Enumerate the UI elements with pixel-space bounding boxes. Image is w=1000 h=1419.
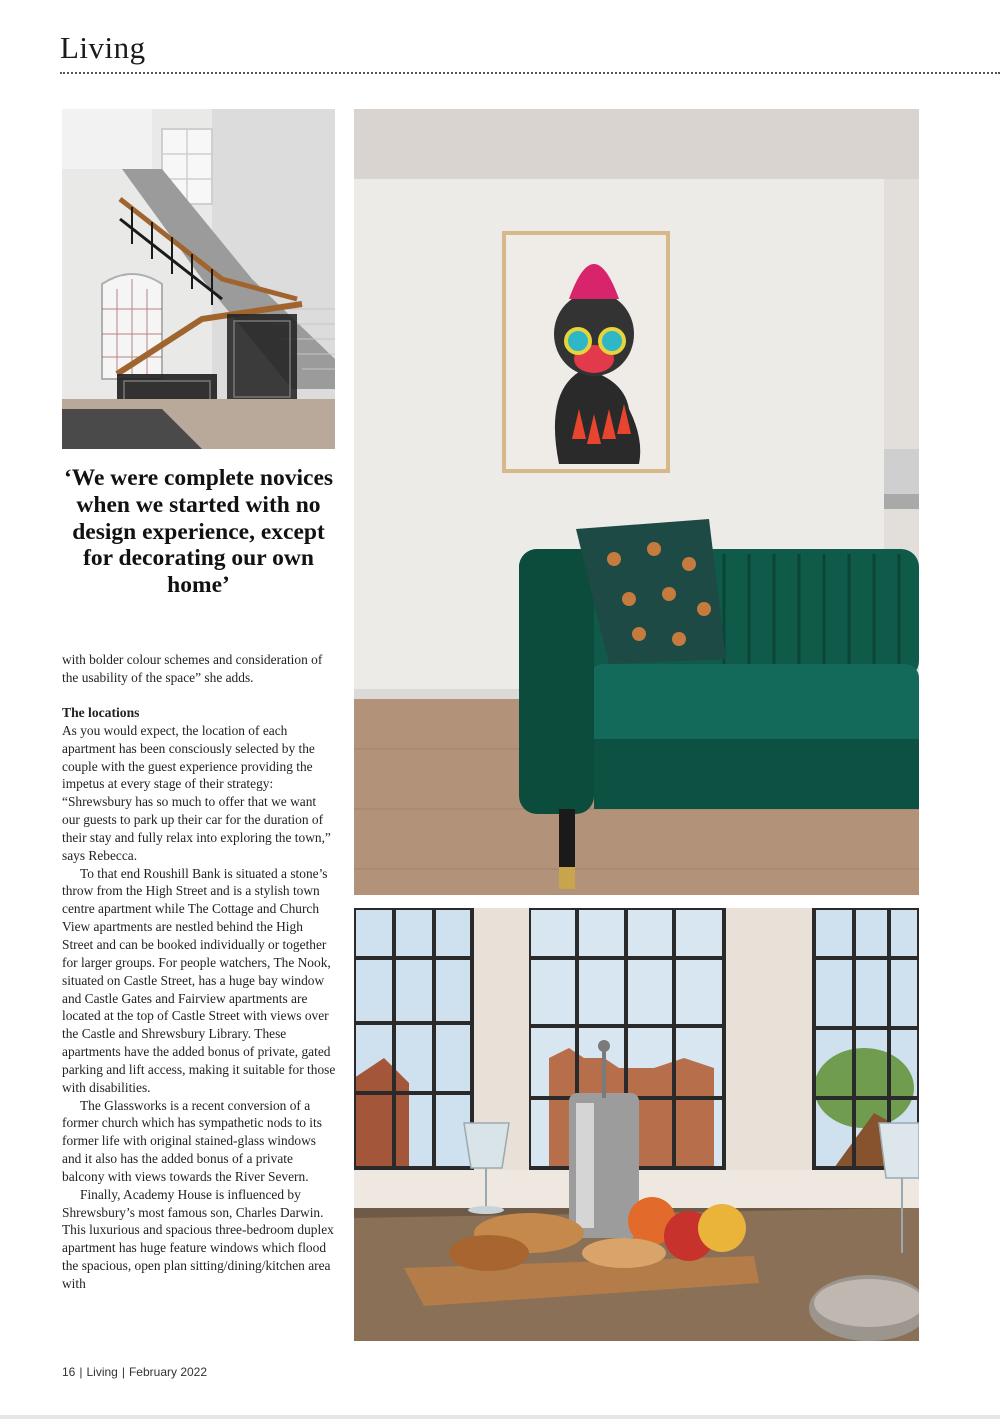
footer-magazine: Living bbox=[86, 1365, 118, 1379]
footer-issue-date: February 2022 bbox=[128, 1365, 208, 1379]
intro-paragraph bbox=[62, 651, 337, 687]
page-number: 16 bbox=[62, 1365, 76, 1379]
page-footer: 16 | Living | February 2022 bbox=[62, 1365, 208, 1379]
locations-paragraph: The Glassworks is a recent conversion of a former church which has sympathetic nods to its former life with original stained-glass windows and it also has the added bonus of a private balcony with views towards the River Severn. bbox=[62, 1097, 322, 1184]
locations-paragraph: As you would expect, the location of each apartment has been consciously selected by the couple with the guest experience providing the impetus at every stage of their strategy: “Shrewsbury has so much to offer that we want our guests to park up their car for the duration of their stay and fully relax into exploring the town,” says Rebecca. bbox=[62, 722, 331, 863]
locations-paragraph: To that end Roushill Bank is situated a stone’s throw from the High Street and is a stylish town centre apartment while The Cottage and Church View apartments are nestled behind the High Street and can be booked individually or together for larger groups. For people watchers, The Nook, situated on Castle Street, has a huge bay window and Castle Gates and Fairview apartments are located at the top of Castle Street with views over the Castle and Shrewsbury Library. These apartments have the added bonus of private, gated parking and lift access, making it suitable for those with disabilities. bbox=[62, 865, 336, 1095]
staircase-photo bbox=[62, 109, 335, 449]
locations-paragraph: Finally, Academy House is influenced by Shrewsbury’s most famous son, Charles Darwin. This luxurious and spacious three-bedroom duplex apartment has huge feature windows which flood the spacious, open plan sitting/dining/kitchen area with bbox=[62, 1186, 334, 1291]
header-divider bbox=[60, 72, 1000, 74]
section-title: Living bbox=[60, 30, 146, 65]
pull-quote: ‘We were complete novices when we started with no design experience, except for decorating our own home’ bbox=[63, 465, 334, 599]
bottom-edge bbox=[0, 1415, 1000, 1419]
dining-table-window-photo bbox=[354, 908, 919, 1341]
intro-text: with bolder colour schemes and consideration of the usability of the space” she adds. bbox=[62, 652, 323, 685]
locations-section bbox=[62, 704, 337, 1293]
locations-heading: The locations bbox=[62, 705, 140, 720]
living-room-sofa-photo bbox=[354, 109, 919, 895]
